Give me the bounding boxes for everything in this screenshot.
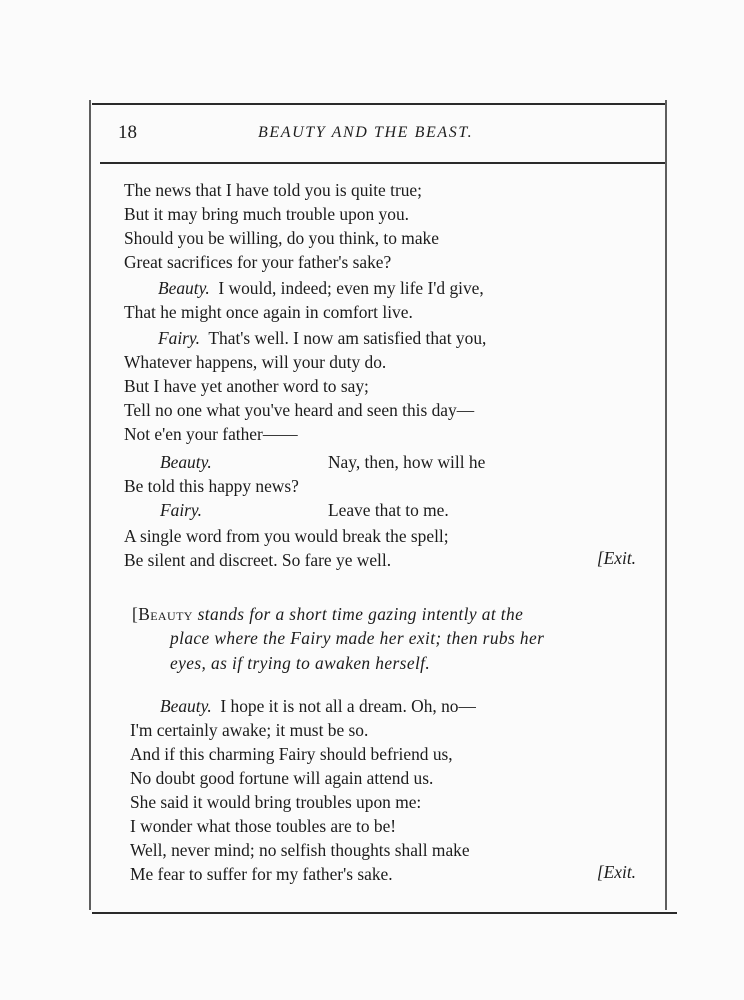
stage-direction-line: eyes, as if trying to awaken herself. [170,653,431,673]
speaker-label: Fairy. [160,500,203,520]
stage-direction-line [132,602,523,626]
verse-line: A single word from you would break the spell; [124,526,449,546]
verse-line: She said it would bring troubles upon me: [130,792,422,812]
verse-line: I'm certainly awake; it must be so. [130,720,369,740]
exit-direction: [Exit. [596,862,636,882]
bracket: [ [132,604,139,624]
top-rule [92,103,665,105]
verse-line: Be silent and discreet. So fare ye well. [124,550,392,570]
verse-line: Whatever happens, will your duty do. [124,352,387,372]
verse-line: Should you be willing, do you think, to make [124,228,439,248]
speech-text: Leave that to me. [328,500,449,520]
speaker-name [160,498,202,522]
speech-beauty-3 [160,694,476,718]
running-title: BEAUTY AND THE BEAST. [258,124,474,141]
verse-line: That he might once again in comfort live. [124,302,413,322]
verse-line: Be told this happy news? [124,476,299,496]
speech-text: That's well. I now am satisfied that you, [208,328,487,348]
verse-line: The news that I have told you is quite true; [124,180,422,200]
verse-line: Tell no one what you've heard and seen this day— [124,400,475,420]
stage-direction-line: place where the Fairy made her exit; then rubs her [170,628,545,648]
speech-fairy-1 [158,326,486,350]
speaker-label: Beauty. [160,452,212,472]
speaker-name: Fairy. [158,328,201,348]
speaker-name [160,450,212,474]
verse-line: But it may bring much trouble upon you. [124,204,409,224]
speech-text: I hope it is not all a dream. Oh, no— [220,696,476,716]
verse-line: And if this charming Fairy should befriend us, [130,744,453,764]
header-rule [100,162,665,164]
speech-text: I would, indeed; even my life I'd give, [218,278,484,298]
verse-line: Great sacrifices for your father's sake? [124,252,392,272]
left-border [89,100,91,910]
verse-line: Well, never mind; no selfish thoughts shall make [130,840,470,860]
verse-line: I wonder what those toubles are to be! [130,816,397,836]
page-number: 18 [118,122,137,143]
verse-line: No doubt good fortune will again attend us. [130,768,434,788]
exit-direction: [Exit. [596,548,636,568]
speaker-name: Beauty. [160,696,212,716]
verse-line: Me fear to suffer for my father's sake. [130,864,393,884]
speaker-name: Beauty. [158,278,210,298]
character-name: Beauty [138,604,193,624]
bottom-rule [92,912,677,914]
right-border [665,100,667,910]
page-header [118,122,638,148]
speech-text: Nay, then, how will he [328,452,486,472]
speech-beauty-1 [158,276,484,300]
verse-line: Not e'en your father—— [124,424,298,444]
verse-line: But I have yet another word to say; [124,376,369,396]
stage-text: stands for a short time gazing intently at the [197,604,524,624]
